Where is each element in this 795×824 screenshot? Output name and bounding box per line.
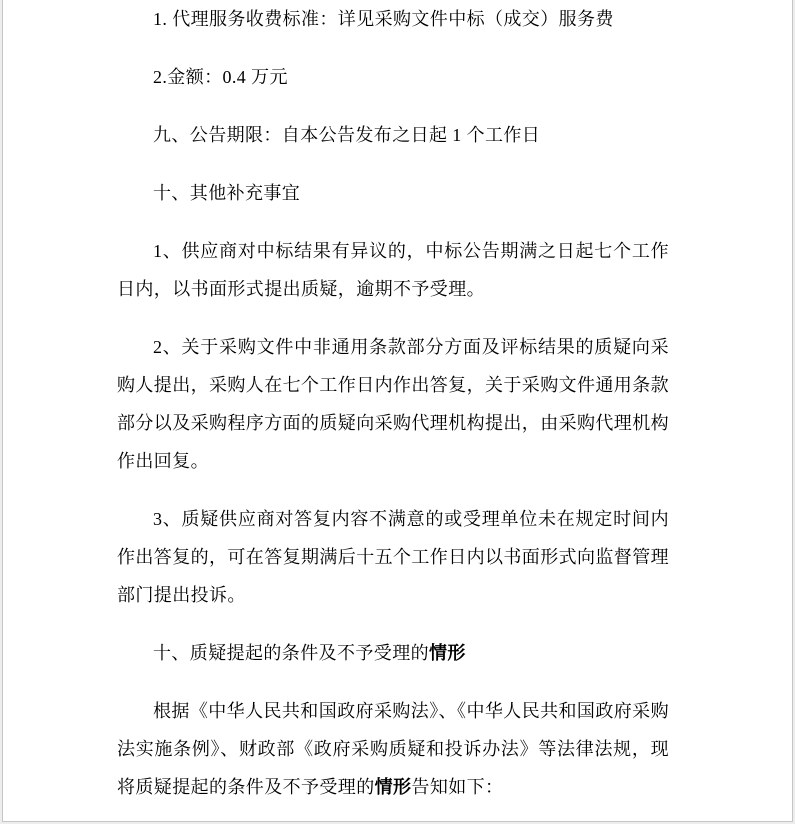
text-run: 根据《中华人民共和国政府采购法》、《中华人民共和国政府采购法实施条例》、财政部《政府采购质疑和投诉办法》等法律法规，现将质疑提起的条件及不予受理的 [117,701,669,797]
paragraph [117,58,669,96]
emphasized-text-run: 情形 [374,777,412,797]
text-run: 十、其他补充事宜 [153,183,301,203]
paragraph [117,174,669,212]
text-run: 3、质疑供应商对答复内容不满意的或受理单位未在规定时间内作出答复的，可在答复期满后十五个工作日内以书面形式向监督管理部门提出投诉。 [117,509,669,605]
paragraph [117,692,669,806]
document-page [2,0,793,822]
paragraph [117,0,669,38]
text-run: 十、质疑提起的条件及不予受理的 [153,643,429,663]
paragraph [117,634,669,672]
text-run: 1、供应商对中标结果有异议的，中标公告期满之日起七个工作日内，以书面形式提出质疑，逾期不予受理。 [117,241,669,299]
text-run: 告知如下： [411,777,504,797]
emphasized-text-run: 情形 [429,643,466,663]
paragraph [117,328,669,480]
document-body [117,0,669,806]
paragraph [117,232,669,308]
paragraph [117,500,669,614]
text-run: 2、关于采购文件中非通用条款部分方面及评标结果的质疑向采购人提出，采购人在七个工作日内作出答复，关于采购文件通用条款部分以及采购程序方面的质疑向采购代理机构提出，由采购代理机构作出回复。 [117,337,669,471]
text-run: 九、公告期限：自本公告发布之日起 1 个工作日 [153,125,541,145]
text-run: 2.金额：0.4 万元 [153,67,288,87]
paragraph [117,116,669,154]
text-run: 1. 代理服务收费标准：详见采购文件中标（成交）服务费 [153,9,614,29]
